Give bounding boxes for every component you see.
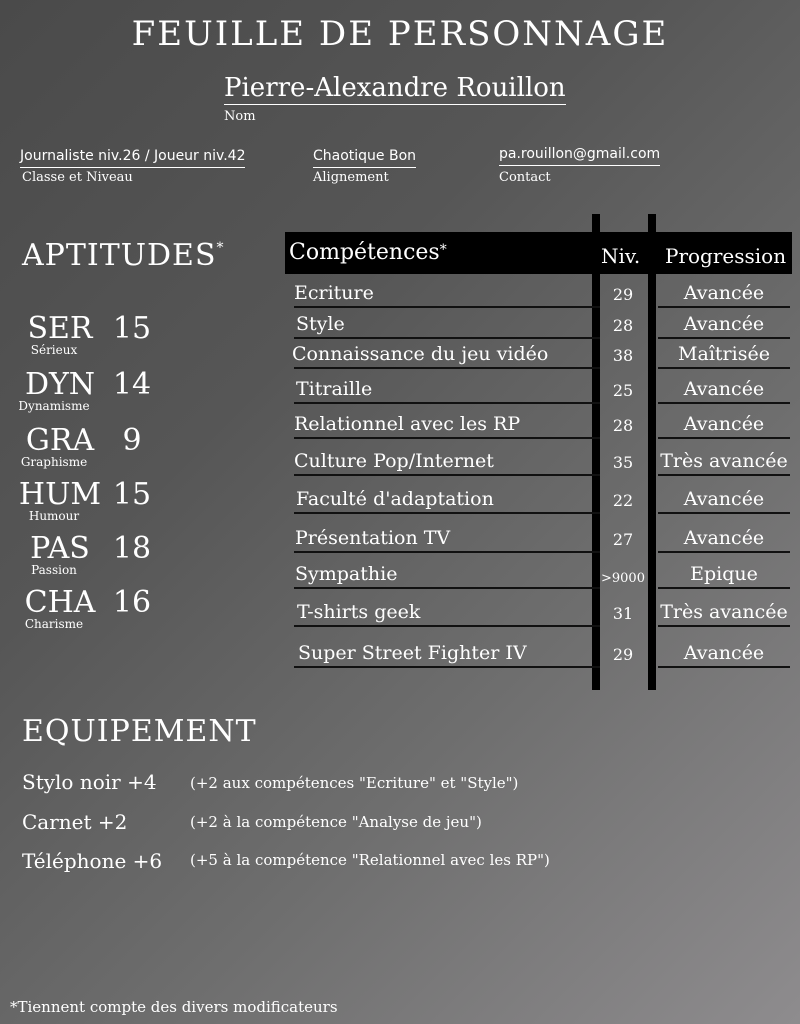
row-divider <box>294 367 600 369</box>
row-divider <box>294 666 600 668</box>
skill-level: 29 <box>612 645 634 664</box>
stat-full-name: Dynamisme <box>18 399 90 413</box>
equipment-item-effect: (+5 à la compétence "Relationnel avec les RP") <box>190 851 550 869</box>
stat-full-name: Passion <box>31 563 77 577</box>
skill-level: 31 <box>612 604 634 623</box>
stat-full-name: Charisme <box>24 617 84 631</box>
table-row <box>290 526 790 556</box>
skill-name: Faculté d'adaptation <box>296 488 494 510</box>
skill-level: 28 <box>612 416 634 435</box>
row-divider <box>658 512 790 514</box>
skill-name: Super Street Fighter IV <box>298 642 527 664</box>
stat-gra <box>16 423 156 482</box>
skill-level: 38 <box>612 346 634 365</box>
stat-abbr: GRA <box>25 423 95 458</box>
row-divider <box>294 587 600 589</box>
skill-level: 27 <box>612 530 634 549</box>
progress-column-header: Progression <box>665 244 787 268</box>
row-divider <box>658 666 790 668</box>
equipment-item-name: Stylo noir +4 <box>22 770 157 794</box>
row-divider <box>658 587 790 589</box>
skill-name: Ecriture <box>294 282 374 304</box>
row-divider <box>294 337 600 339</box>
stat-dyn <box>16 367 156 426</box>
stat-abbr: SER <box>27 311 93 346</box>
table-row <box>290 377 790 407</box>
skill-name: Relationnel avec les RP <box>294 413 521 435</box>
skill-progress: Très avancée <box>660 450 788 472</box>
stat-value: 15 <box>112 477 152 512</box>
row-divider <box>658 437 790 439</box>
equipment-item-effect: (+2 à la compétence "Analyse de jeu") <box>190 813 482 831</box>
table-row <box>290 449 790 479</box>
row-divider <box>658 402 790 404</box>
aptitudes-marker: * <box>216 240 225 256</box>
row-divider <box>658 306 790 308</box>
skill-name: T-shirts geek <box>297 601 421 623</box>
skill-name: Sympathie <box>295 563 398 585</box>
row-divider <box>294 512 600 514</box>
table-row <box>290 312 790 342</box>
skill-name: Culture Pop/Internet <box>294 450 494 472</box>
stat-abbr: PAS <box>30 531 90 566</box>
skill-level: 35 <box>612 453 634 472</box>
skill-name: Style <box>296 313 345 335</box>
stat-value: 9 <box>122 423 142 458</box>
character-name-label: Nom <box>224 109 256 124</box>
skills-header-label <box>289 240 447 265</box>
skill-progress: Avancée <box>683 488 765 510</box>
row-divider <box>658 474 790 476</box>
row-divider <box>294 625 600 627</box>
skill-progress: Avancée <box>683 413 765 435</box>
stat-full-name: Graphisme <box>20 455 88 469</box>
character-name: Pierre-Alexandre Rouillon <box>224 73 566 103</box>
equipment-item-name: Téléphone +6 <box>22 849 163 873</box>
row-divider <box>658 367 790 369</box>
stat-abbr: CHA <box>24 585 96 620</box>
skill-progress: Maîtrisée <box>678 343 770 365</box>
table-row <box>290 562 790 592</box>
skill-name: Présentation TV <box>295 527 451 549</box>
skill-progress: Avancée <box>683 378 765 400</box>
stat-full-name: Sérieux <box>30 343 78 357</box>
equipment-item-effect: (+2 aux compétences "Ecriture" et "Style") <box>190 774 519 792</box>
row-divider <box>658 337 790 339</box>
skill-progress: Avancée <box>683 527 765 549</box>
table-row <box>290 342 790 372</box>
aptitudes-heading <box>22 238 225 273</box>
stat-value: 18 <box>112 531 152 566</box>
level-column-header: Niv. <box>601 244 641 268</box>
equipment-heading: EQUIPEMENT <box>22 714 257 749</box>
skills-header-text: Compétences <box>289 240 440 265</box>
contact-label: Contact <box>499 170 551 185</box>
skill-level: 29 <box>612 285 634 304</box>
stat-value: 16 <box>112 585 152 620</box>
row-divider <box>294 474 600 476</box>
skill-progress: Epique <box>690 563 758 585</box>
row-divider <box>658 625 790 627</box>
skill-level: 22 <box>612 491 634 510</box>
equipment-item-name: Carnet +2 <box>22 810 128 834</box>
aptitudes-heading-text: APTITUDES <box>22 238 217 273</box>
stat-value: 15 <box>112 311 152 346</box>
stat-abbr: DYN <box>24 367 96 402</box>
stat-pas <box>16 531 156 590</box>
table-row <box>290 281 790 311</box>
skill-progress: Avancée <box>683 282 765 304</box>
footnote: *Tiennent compte des divers modificateurs <box>10 998 338 1016</box>
page-title: FEUILLE DE PERSONNAGE <box>131 14 669 54</box>
table-row <box>290 641 790 671</box>
skill-level: >9000 <box>601 571 645 586</box>
contact-value: pa.rouillon@gmail.com <box>499 146 660 166</box>
class-level-label: Classe et Niveau <box>22 170 133 185</box>
skill-level: 25 <box>612 381 634 400</box>
skill-progress: Avancée <box>683 313 765 335</box>
row-divider <box>294 306 600 308</box>
table-row <box>290 600 790 630</box>
stat-abbr: HUM <box>18 477 102 512</box>
stat-cha <box>16 585 156 644</box>
table-row <box>290 412 790 442</box>
skill-level: 28 <box>612 316 634 335</box>
row-divider <box>294 402 600 404</box>
stat-hum <box>16 477 156 536</box>
row-divider <box>294 437 600 439</box>
stat-full-name: Humour <box>28 509 80 523</box>
skill-name: Titraille <box>296 378 373 400</box>
skills-header-marker: * <box>439 242 447 258</box>
stat-value: 14 <box>112 367 152 402</box>
row-divider <box>294 551 600 553</box>
skill-name: Connaissance du jeu vidéo <box>292 343 549 365</box>
table-row <box>290 487 790 517</box>
skill-progress: Avancée <box>683 642 765 664</box>
class-level-value: Journaliste niv.26 / Joueur niv.42 <box>20 148 245 168</box>
alignment-value: Chaotique Bon <box>313 148 416 168</box>
skill-progress: Très avancée <box>660 601 788 623</box>
alignment-label: Alignement <box>313 170 389 185</box>
stat-ser <box>16 311 156 370</box>
row-divider <box>658 551 790 553</box>
